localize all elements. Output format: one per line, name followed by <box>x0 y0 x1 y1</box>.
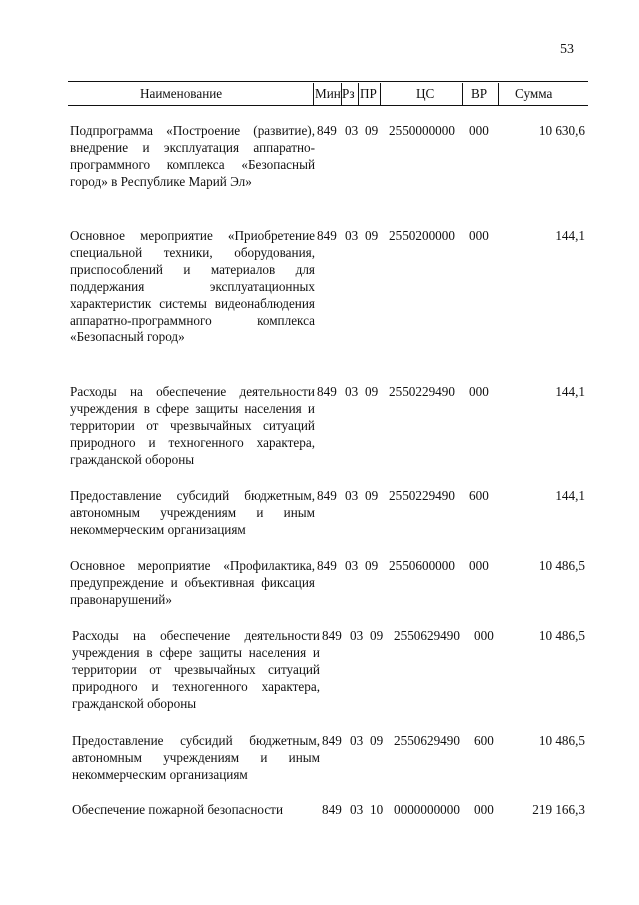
table-header <box>68 83 588 105</box>
row-pr: 09 <box>365 558 379 573</box>
row-min: 849 <box>317 123 337 138</box>
row-min: 849 <box>317 228 337 243</box>
row-pr: 09 <box>370 733 384 748</box>
header-top-rule <box>68 81 588 82</box>
col-divider <box>358 83 359 105</box>
row-rz: 03 <box>345 384 359 399</box>
row-sum: 144,1 <box>555 384 585 399</box>
row-cs: 2550600000 <box>389 558 455 573</box>
row-sum: 144,1 <box>555 488 585 503</box>
col-header-rz: Рз <box>342 86 355 101</box>
page-number: 53 <box>560 42 574 57</box>
row-vr: 000 <box>469 123 489 138</box>
row-min: 849 <box>317 384 337 399</box>
row-sum: 219 166,3 <box>532 802 585 817</box>
row-rz: 03 <box>350 802 364 817</box>
row-pr: 09 <box>365 228 379 243</box>
row-pr: 09 <box>365 488 379 503</box>
row-pr: 09 <box>365 384 379 399</box>
row-rz: 03 <box>345 488 359 503</box>
row-min: 849 <box>322 628 342 643</box>
row-min: 849 <box>317 558 337 573</box>
row-rz: 03 <box>345 228 359 243</box>
row-vr: 000 <box>474 802 494 817</box>
row-name: Основное мероприятие «Приобретение специальной техники, оборудования, приспособлений и материалов для поддержания эксплуатационных характеристик системы видеонаблюдения аппаратно-программного комплекса «Безопасный город» <box>70 228 315 345</box>
row-sum: 10 486,5 <box>538 558 585 573</box>
col-header-vr: ВР <box>471 86 488 101</box>
col-header-cs: ЦС <box>416 86 435 101</box>
row-pr: 09 <box>370 628 384 643</box>
row-name: Расходы на обеспечение деятельности учреждения в сфере защиты населения и территории от чрезвычайных ситуаций природного и техногенного характера, гражданской обороны <box>70 384 315 467</box>
row-rz: 03 <box>350 628 364 643</box>
col-divider <box>498 83 499 105</box>
row-name: Основное мероприятие «Профилактика, предупреждение и объективная фиксация правонарушений» <box>70 558 315 607</box>
row-sum: 144,1 <box>555 228 585 243</box>
row-vr: 000 <box>474 628 494 643</box>
row-cs: 2550229490 <box>389 488 455 503</box>
row-name: Предоставление субсидий бюджетным, автономным учреждениям и иным некоммерческим организациям <box>70 488 315 537</box>
row-name: Предоставление субсидий бюджетным, автономным учреждениям и иным некоммерческим организациям <box>72 733 320 782</box>
row-min: 849 <box>317 488 337 503</box>
row-min: 849 <box>322 733 342 748</box>
col-header-min: Мин <box>315 86 341 101</box>
row-cs: 0000000000 <box>394 802 460 817</box>
row-cs: 2550629490 <box>394 628 460 643</box>
row-name: Обеспечение пожарной безопасности <box>72 802 284 817</box>
row-cs: 2550229490 <box>389 384 455 399</box>
row-min: 849 <box>322 802 342 817</box>
row-pr: 10 <box>370 802 384 817</box>
row-vr: 600 <box>469 488 489 503</box>
col-divider <box>462 83 463 105</box>
col-header-sum: Сумма <box>515 86 553 101</box>
row-vr: 000 <box>469 384 489 399</box>
row-sum: 10 486,5 <box>538 628 585 643</box>
header-bottom-rule <box>68 105 588 106</box>
row-sum: 10 630,6 <box>538 123 585 138</box>
col-divider <box>313 83 314 105</box>
row-sum: 10 486,5 <box>538 733 585 748</box>
row-vr: 000 <box>469 228 489 243</box>
row-rz: 03 <box>350 733 364 748</box>
row-name: Подпрограмма «Построение (развитие), внедрение и эксплуатация аппаратно-программного комплекса «Безопасный город» в Республике Марий Эл» <box>70 123 315 189</box>
row-cs: 2550200000 <box>389 228 455 243</box>
row-cs: 2550000000 <box>389 123 455 138</box>
row-name: Расходы на обеспечение деятельности учреждения в сфере защиты населения и территории от чрезвычайных ситуаций природного и техногенного характера, гражданской обороны <box>72 628 320 711</box>
row-rz: 03 <box>345 558 359 573</box>
col-header-name: Наименование <box>140 86 223 101</box>
col-header-pr: ПР <box>360 86 377 101</box>
row-cs: 2550629490 <box>394 733 460 748</box>
row-vr: 600 <box>474 733 494 748</box>
col-divider <box>380 83 381 105</box>
row-pr: 09 <box>365 123 379 138</box>
row-rz: 03 <box>345 123 359 138</box>
row-vr: 000 <box>469 558 489 573</box>
